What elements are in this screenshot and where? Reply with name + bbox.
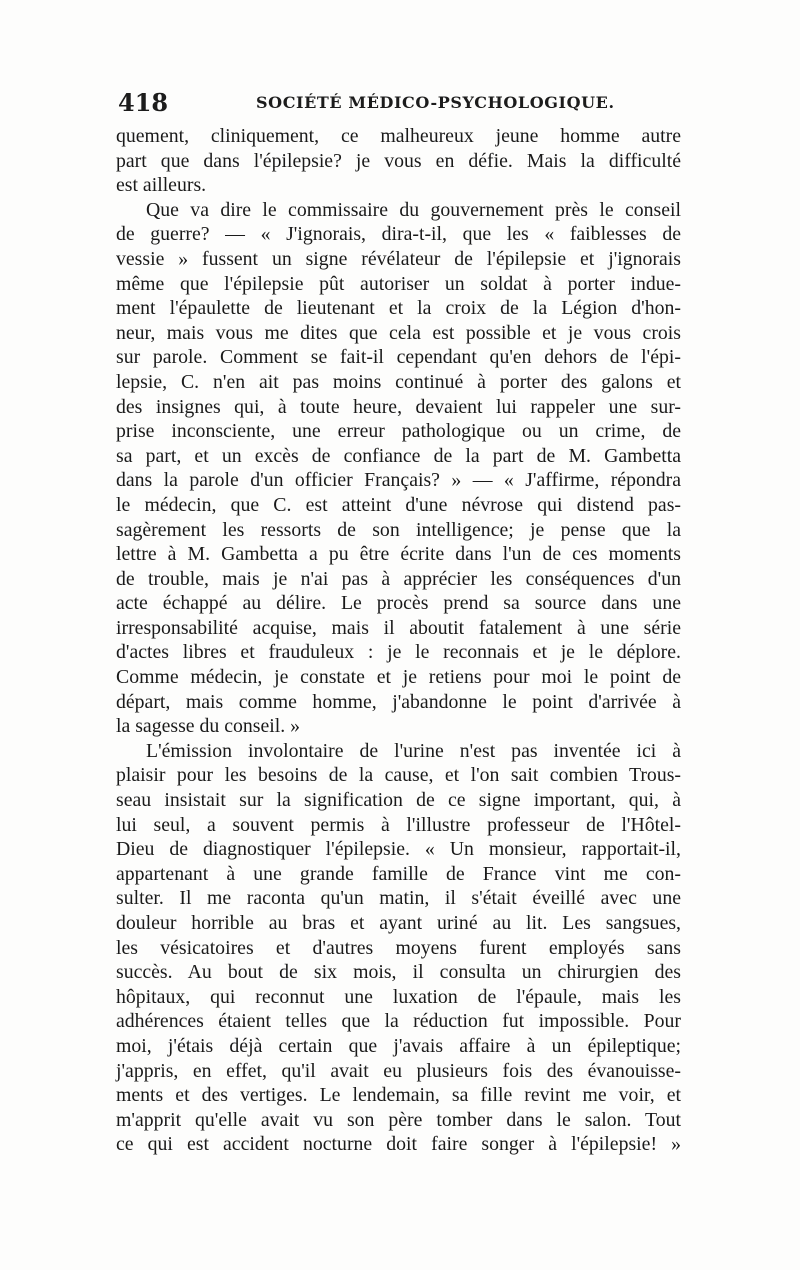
text-line: hôpitaux, qui reconnut une luxation de l'épaule, mais les bbox=[116, 985, 681, 1008]
text-line: m'apprit qu'elle avait vu son père tomber dans le salon. Tout bbox=[116, 1108, 681, 1131]
text-line: prise inconsciente, une erreur pathologique ou un crime, de bbox=[116, 420, 681, 443]
text-line: dans la parole d'un officier Français? » — « J'affirme, répondra bbox=[116, 469, 681, 492]
page-number: 418 bbox=[118, 88, 169, 117]
text-line: Comme médecin, je constate et je retiens pour moi le point de bbox=[116, 666, 681, 689]
text-line: départ, mais comme homme, j'abandonne le point d'arrivée à bbox=[116, 690, 681, 713]
text-line: la sagesse du conseil. » bbox=[116, 715, 301, 738]
text-line: les vésicatoires et d'autres moyens furent employés sans bbox=[116, 936, 681, 959]
text-line: est ailleurs. bbox=[116, 174, 207, 197]
text-line: sulter. Il me raconta qu'un matin, il s'était éveillé avec une bbox=[116, 887, 681, 910]
text-line: L'émission involontaire de l'urine n'est pas inventée ici à bbox=[146, 739, 681, 762]
text-line: ce qui est accident nocturne doit faire songer à l'épilepsie! » bbox=[116, 1133, 681, 1156]
text-line: ments et des vertiges. Le lendemain, sa fille revint me voir, et bbox=[116, 1084, 681, 1107]
text-line: lepsie, C. n'en ait pas moins continué à porter des galons et bbox=[116, 370, 681, 393]
text-line: douleur horrible au bras et ayant uriné au lit. Les sangsues, bbox=[116, 912, 681, 934]
running-head: SOCIÉTÉ MÉDICO-PSYCHOLOGIQUE. bbox=[256, 93, 615, 112]
text-line: part que dans l'épilepsie? je vous en défie. Mais la difficulté bbox=[116, 149, 681, 172]
text-line: le médecin, que C. est atteint d'une névrose qui distend pas- bbox=[116, 493, 681, 516]
text-line: quement, cliniquement, ce malheureux jeune homme autre bbox=[116, 125, 681, 147]
text-line: Que va dire le commissaire du gouvernement près le conseil bbox=[146, 198, 681, 221]
text-line: lettre à M. Gambetta a pu être écrite dans l'un de ces moments bbox=[116, 543, 681, 566]
text-line: sa part, et un excès de confiance de la part de M. Gambetta bbox=[116, 444, 681, 467]
text-line: adhérences étaient telles que la réduction fut impossible. Pour bbox=[116, 1010, 681, 1033]
text-line: de trouble, mais je n'ai pas à apprécier les conséquences d'un bbox=[116, 567, 681, 590]
text-line: Dieu de diagnostiquer l'épilepsie. « Un monsieur, rapportait-il, bbox=[116, 838, 681, 861]
text-line: appartenant à une grande famille de France vint me con- bbox=[116, 862, 681, 885]
text-line: lui seul, a souvent permis à l'illustre professeur de l'Hôtel- bbox=[116, 813, 681, 836]
body-text bbox=[116, 124, 681, 1157]
text-line: plaisir pour les besoins de la cause, et l'on sait combien Trous- bbox=[116, 764, 681, 787]
text-line: seau insistait sur la signification de ce signe important, qui, à bbox=[116, 789, 681, 812]
text-line: moi, j'étais déjà certain que j'avais affaire à un épileptique; bbox=[116, 1034, 681, 1057]
text-line: sur parole. Comment se fait-il cependant qu'en dehors de l'épi- bbox=[116, 346, 681, 369]
text-line: j'appris, en effet, qu'il avait eu plusieurs fois des évanouisse- bbox=[116, 1059, 681, 1082]
text-line: neur, mais vous me dites que cela est possible et je vous crois bbox=[116, 321, 681, 344]
text-line: ment l'épaulette de lieutenant et la croix de la Légion d'hon- bbox=[116, 297, 681, 320]
text-line: de guerre? — « J'ignorais, dira-t-il, que les « faiblesses de bbox=[116, 223, 681, 246]
page-header bbox=[118, 88, 678, 118]
text-line: même que l'épilepsie pût autoriser un soldat à porter indue- bbox=[116, 272, 681, 295]
text-line: irresponsabilité acquise, mais il aboutit fatalement à une série bbox=[116, 616, 681, 639]
text-line: acte échappé au délire. Le procès prend sa source dans une bbox=[116, 592, 681, 615]
text-line: sagèrement les ressorts de son intelligence; je pense que la bbox=[116, 518, 681, 541]
text-line: des insignes qui, à toute heure, devaient lui rappeler une sur- bbox=[116, 395, 681, 418]
text-line: succès. Au bout de six mois, il consulta un chirurgien des bbox=[116, 961, 681, 984]
text-line: d'actes libres et frauduleux : je le reconnais et je le déplore. bbox=[116, 641, 681, 664]
text-line: vessie » fussent un signe révélateur de l'épilepsie et j'ignorais bbox=[116, 247, 681, 270]
